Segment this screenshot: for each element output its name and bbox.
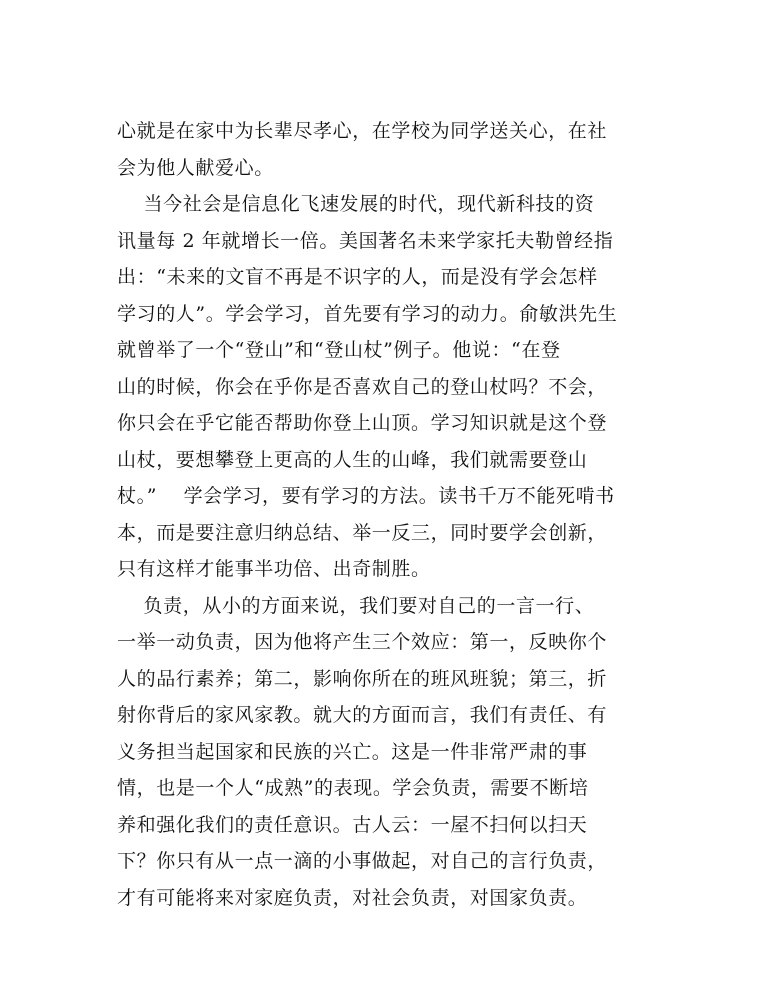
text-line: 山杖，要想攀登上更高的人生的山峰，我们就需要登山	[117, 448, 588, 471]
text-line: 会为他人献爱心。	[117, 156, 274, 179]
text-line: 当今社会是信息化飞速发展的时代，现代新科技的资	[117, 193, 595, 215]
text-line: 本，而是要注意归纳总结、举一反三，同时要学会创新，	[117, 521, 608, 544]
text-line: 才有可能将来对家庭负责，对社会负责，对国家负责。	[117, 886, 588, 909]
text-line: 你只会在乎它能否帮助你登上山顶。学习知识就是这个登	[117, 412, 608, 434]
text-line: 山的时候，你会在乎你是否喜欢自己的登山杖吗？不会，	[117, 375, 608, 398]
text-line: 下？你只有从一点一滴的小事做起，对自己的言行负责，	[117, 850, 608, 872]
text-line: 负责，从小的方面来说，我们要对自己的一言一行、	[117, 594, 595, 617]
text-line: 义务担当起国家和民族的兴亡。这是一件非常严肃的事	[117, 740, 588, 763]
text-line: 情，也是一个人“成熟”的表现。学会负责，需要不断培	[117, 777, 589, 799]
document-body	[117, 113, 662, 916]
text-line: 杖。” 学会学习，要有学习的方法。读书千万不能死啃书	[117, 485, 615, 507]
text-line: 养和强化我们的责任意识。古人云：一屋不扫何以扫天	[117, 813, 588, 836]
text-line: 只有这样才能事半功倍、出奇制胜。	[117, 558, 431, 580]
text-line: 讯量每 2 年就增长一倍。美国著名未来学家托夫勒曾经指	[117, 229, 614, 252]
text-line: 一举一动负责，因为他将产生三个效应：第一，反映你个	[117, 631, 608, 653]
text-line: 学习的人”。学会学习，首先要有学习的动力。俞敏洪先生	[117, 302, 618, 325]
text-line: 出：“未来的文盲不再是不识字的人，而是没有学会怎样	[117, 266, 598, 288]
text-line: 射你背后的家风家教。就大的方面而言，我们有责任、有	[117, 704, 608, 726]
text-line: 心就是在家中为长辈尽孝心，在学校为同学送关心，在社	[117, 120, 608, 142]
text-line: 就曾举了一个“登山”和“登山杖”例子。他说：“在登	[117, 339, 561, 361]
text-line: 人的品行素养；第二，影响你所在的班风班貌；第三，折	[117, 667, 608, 690]
